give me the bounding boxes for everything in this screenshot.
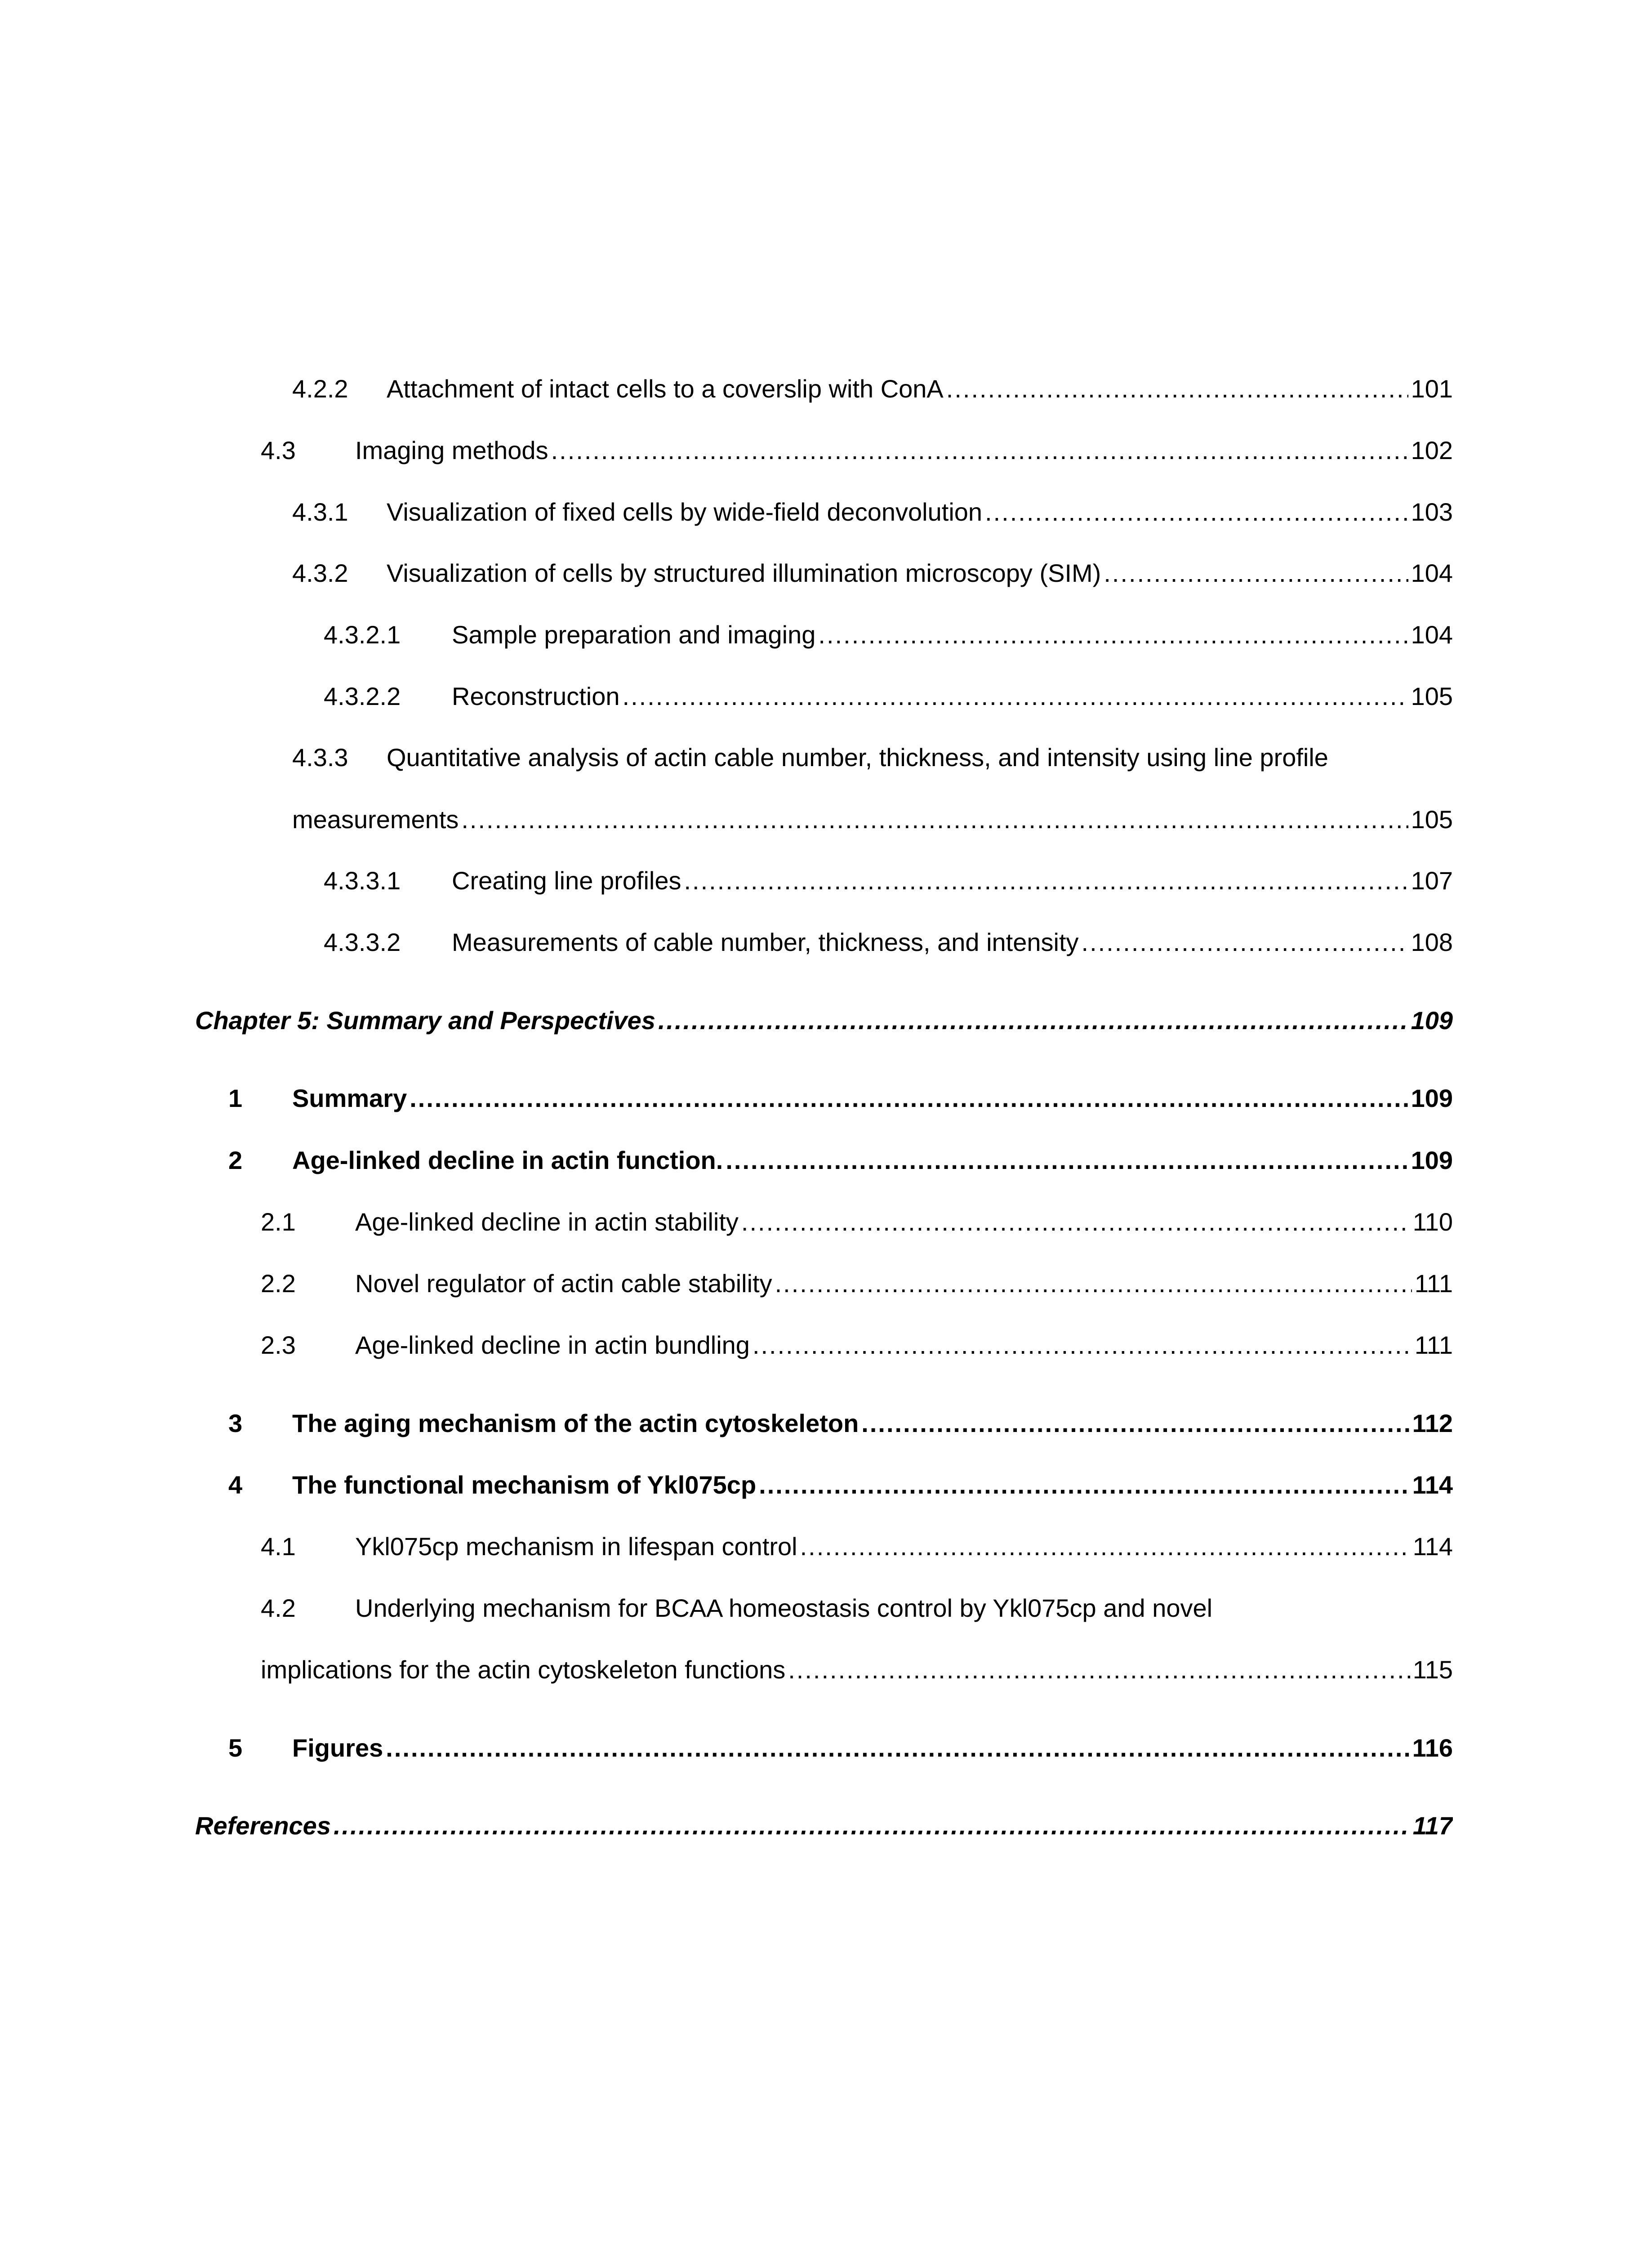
- toc-entry-page: 104: [1411, 559, 1453, 587]
- toc-entry-page: 112: [1412, 1409, 1453, 1437]
- toc-entry-title: The functional mechanism of Ykl075cp: [292, 1471, 757, 1499]
- toc-entry-title: Summary: [292, 1084, 407, 1112]
- toc-entry: [292, 487, 1453, 537]
- toc-entry-number: 4.2: [261, 1594, 296, 1622]
- toc-entry-title: Imaging methods: [355, 436, 548, 464]
- dot-leader: [741, 1197, 1410, 1247]
- dot-leader: [775, 1259, 1412, 1308]
- dot-leader: [658, 996, 1408, 1045]
- toc-entry-page: 108: [1411, 928, 1453, 956]
- toc-entry-title: Reconstruction: [452, 682, 620, 710]
- toc-entry-title: Age-linked decline in actin bundling: [355, 1331, 750, 1359]
- toc-entry: [292, 364, 1453, 414]
- toc-entry-page: 111: [1414, 1331, 1453, 1359]
- toc-entry-page: 107: [1411, 866, 1453, 895]
- toc-entry-title: The aging mechanism of the actin cytoskeleton: [292, 1409, 859, 1437]
- toc-chapter-title: References: [195, 1811, 331, 1840]
- toc-entry-number: 4.1: [261, 1532, 296, 1561]
- toc-chapter-entry: [195, 996, 1453, 1045]
- toc-entry: [292, 733, 1328, 782]
- toc-entry-number: 2.2: [261, 1269, 296, 1298]
- toc-entry-number: 4.3.3.1: [324, 866, 401, 895]
- toc-entry-title: Novel regulator of actin cable stability: [355, 1269, 772, 1298]
- dot-leader: [788, 1645, 1410, 1695]
- toc-entry-page: 110: [1412, 1208, 1453, 1236]
- toc-entry-number: 4.3.3: [292, 743, 348, 772]
- toc-entry: [292, 549, 1453, 598]
- dot-leader: [1082, 918, 1408, 967]
- toc-section-entry: [228, 1399, 1453, 1448]
- dot-leader: [753, 1320, 1412, 1370]
- toc-entry-number: 4.3.3.2: [324, 928, 401, 956]
- toc-entry-page: 111: [1414, 1269, 1453, 1298]
- dot-leader: [985, 487, 1408, 537]
- toc-entry-number: 1: [228, 1084, 243, 1112]
- toc-entry: [261, 1197, 1453, 1247]
- dot-leader: [818, 610, 1408, 660]
- toc-entry-page: 105: [1411, 682, 1453, 710]
- dot-leader: [551, 426, 1408, 475]
- toc-entry-title: Visualization of fixed cells by wide-field deconvolution: [387, 498, 983, 526]
- toc-entry: [261, 426, 1453, 475]
- toc-entry-page: 117: [1412, 1811, 1453, 1840]
- toc-entry-title: Age-linked decline in actin function.: [292, 1146, 723, 1174]
- dot-leader: [623, 672, 1408, 721]
- toc-entry-number: 4.3.2: [292, 559, 348, 587]
- toc-entry-title: Measurements of cable number, thickness, and intensity: [452, 928, 1079, 956]
- toc-entry-continuation: [292, 795, 1453, 844]
- toc-entry-title: Underlying mechanism for BCAA homeostasis control by Ykl075cp and novel: [355, 1594, 1213, 1622]
- toc-entry-title-continued: implications for the actin cytoskeleton functions: [261, 1655, 786, 1684]
- toc-entry-number: 3: [228, 1409, 243, 1437]
- toc-entry-page: 101: [1411, 375, 1453, 403]
- toc-entry-title: Visualization of cells by structured illumination microscopy (SIM): [387, 559, 1101, 587]
- dot-leader: [946, 364, 1408, 414]
- dot-leader: [684, 856, 1408, 905]
- toc-entry-number: 5: [228, 1734, 243, 1762]
- toc-section-entry: [228, 1460, 1453, 1510]
- toc-entry: [261, 1583, 1212, 1633]
- toc-chapter-entry: [195, 1801, 1453, 1851]
- dot-leader: [410, 1074, 1408, 1123]
- toc-entry-page: 104: [1411, 620, 1453, 649]
- toc-entry-number: 4.3: [261, 436, 296, 464]
- toc-entry-page: 102: [1411, 436, 1453, 464]
- toc-entry-page: 116: [1412, 1734, 1453, 1762]
- dot-leader: [759, 1460, 1410, 1510]
- toc-entry-number: 2.3: [261, 1331, 296, 1359]
- toc-section-entry: [228, 1723, 1453, 1773]
- dot-leader: [386, 1723, 1409, 1773]
- toc-entry-page: 105: [1411, 805, 1453, 834]
- dot-leader: [334, 1801, 1410, 1851]
- toc-entry: [324, 918, 1453, 967]
- dot-leader: [861, 1399, 1409, 1448]
- toc-entry-number: 2: [228, 1146, 243, 1174]
- toc-entry-page: 114: [1412, 1532, 1453, 1561]
- toc-section-entry: [228, 1136, 1453, 1185]
- toc-entry-title: Creating line profiles: [452, 866, 681, 895]
- toc-section-entry: [228, 1074, 1453, 1123]
- toc-entry: [324, 610, 1453, 660]
- toc-entry-continuation: [261, 1645, 1453, 1695]
- toc-entry-page: 103: [1411, 498, 1453, 526]
- toc-entry-number: 4.3.2.2: [324, 682, 401, 710]
- toc-entry-title: Attachment of intact cells to a coverslip with ConA: [387, 375, 944, 403]
- toc-entry-page: 114: [1412, 1471, 1453, 1499]
- toc-entry-number: 4.3.2.1: [324, 620, 401, 649]
- dot-leader: [1104, 549, 1408, 598]
- toc-entry-title: Ykl075cp mechanism in lifespan control: [355, 1532, 797, 1561]
- toc-entry: [261, 1259, 1453, 1308]
- dot-leader: [800, 1522, 1410, 1571]
- toc-entry-title: Figures: [292, 1734, 383, 1762]
- toc-entry-page: 115: [1412, 1655, 1453, 1684]
- toc-entry-number: 4.3.1: [292, 498, 348, 526]
- toc-entry: [324, 856, 1453, 905]
- toc-entry: [261, 1522, 1453, 1571]
- dot-leader: [726, 1136, 1408, 1185]
- dot-leader: [461, 795, 1408, 844]
- toc-entry-title-continued: measurements: [292, 805, 459, 834]
- toc-entry-title: Age-linked decline in actin stability: [355, 1208, 739, 1236]
- toc-entry: [324, 672, 1453, 721]
- toc-entry-title: Quantitative analysis of actin cable number, thickness, and intensity using line profile: [387, 743, 1328, 772]
- toc-entry-title: Sample preparation and imaging: [452, 620, 816, 649]
- toc-entry-number: 4: [228, 1471, 243, 1499]
- toc-entry-number: 4.2.2: [292, 375, 348, 403]
- toc-entry: [261, 1320, 1453, 1370]
- toc-entry-number: 2.1: [261, 1208, 296, 1236]
- toc-entry-page: 109: [1411, 1006, 1453, 1035]
- toc-entry-page: 109: [1411, 1146, 1453, 1174]
- toc-chapter-title: Chapter 5: Summary and Perspectives: [195, 1006, 655, 1035]
- toc-entry-page: 109: [1411, 1084, 1453, 1112]
